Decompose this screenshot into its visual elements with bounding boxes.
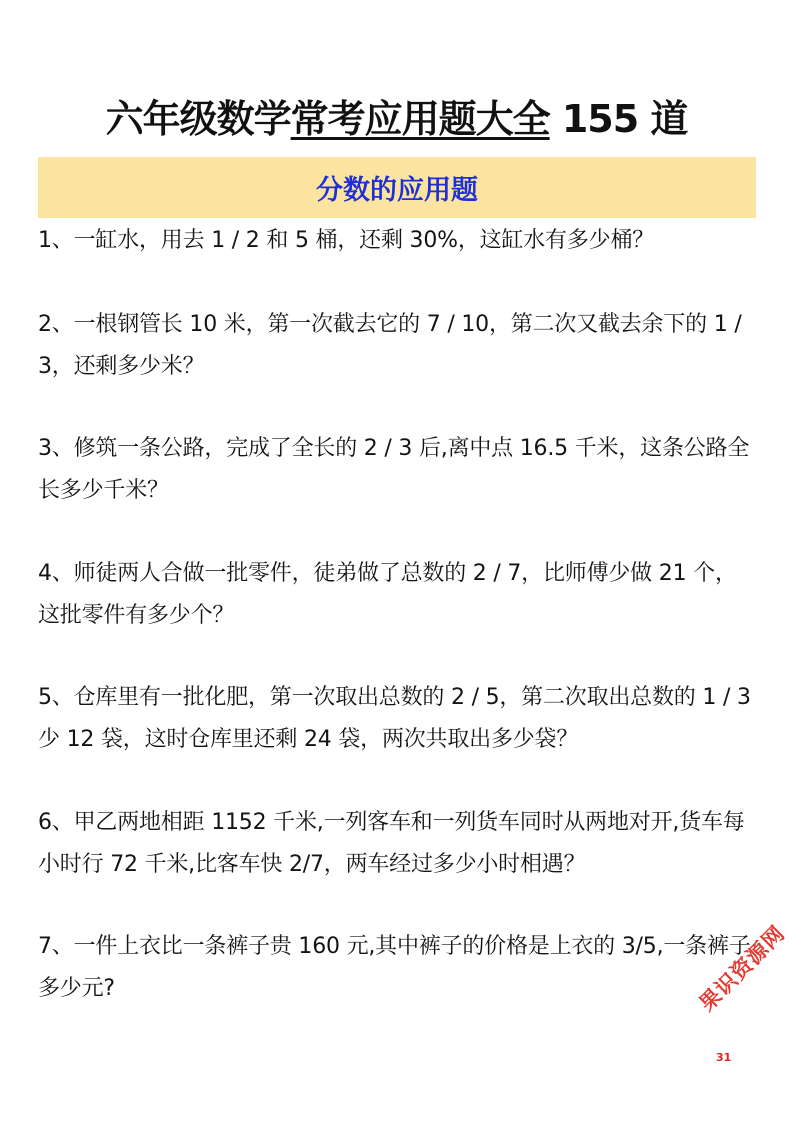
document-title: [0, 96, 793, 142]
section-banner: [38, 157, 756, 218]
title-count: 155 道: [549, 97, 688, 141]
section-title: 分数的应用题: [316, 175, 478, 206]
question-2: 2、一根钢管长 10 米，第一次截去它的 7 / 10，第二次又截去余下的 1 / 3，还剩多少米？: [38, 312, 742, 379]
question-3: 3、修筑一条公路，完成了全长的 2 / 3 后,离中点 16.5 千米，这条公路全长多少千米？: [38, 436, 750, 503]
question-4: 4、师徒两人合做一批零件，徒弟做了总数的 2 / 7，比师傅少做 21 个，这批零件有多少个？: [38, 561, 737, 628]
question-5: 5、仓库里有一批化肥，第一次取出总数的 2 / 5，第二次取出总数的 1 / 3 少 12 袋，这时仓库里还剩 24 袋，两次共取出多少袋？: [38, 685, 751, 752]
page-number: 31: [716, 1051, 732, 1064]
question-6: 6、甲乙两地相距 1152 千米,一列客车和一列货车同时从两地对开,货车每小时行 72 千米,比客车快 2/7，两车经过多少小时相遇？: [38, 810, 745, 877]
title-underlined: 常考应用题大全: [290, 97, 550, 141]
watermark-stamp: 果识资源网: [694, 921, 790, 1016]
question-1: 1、一缸水，用去 1 / 2 和 5 桶，还剩 30%，这缸水有多少桶？: [38, 228, 655, 253]
title-prefix: 六年级数学: [105, 97, 291, 141]
question-7: 7、一件上衣比一条裤子贵 160 元,其中裤子的价格是上衣的 3/5,一条裤子多少元?: [38, 934, 751, 1001]
